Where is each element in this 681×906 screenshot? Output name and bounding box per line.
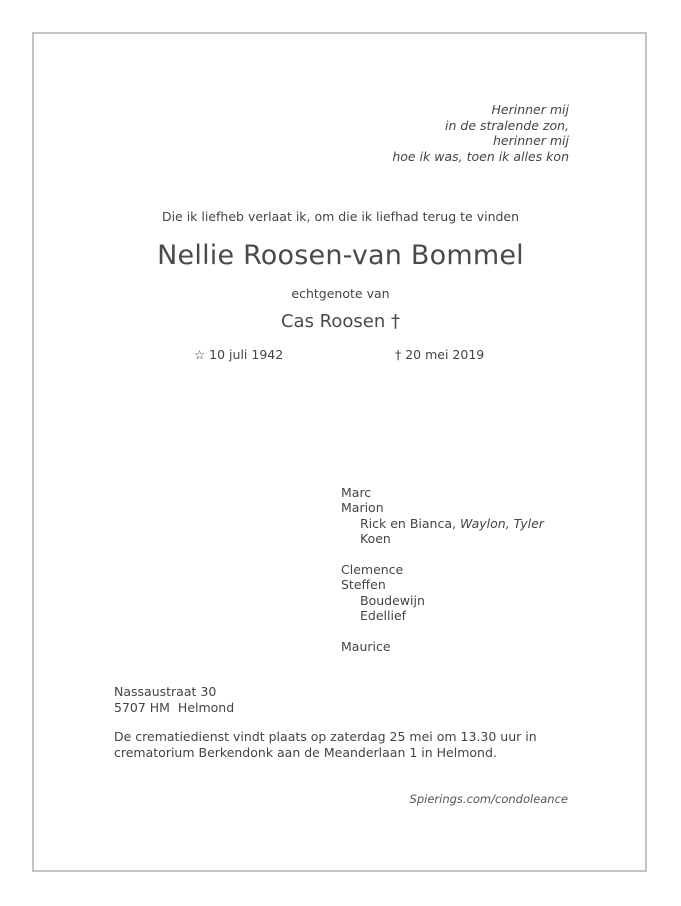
family-member-grandchildren: Waylon, Tyler — [459, 515, 544, 531]
family-member: Marc — [341, 485, 372, 500]
family-member-names: Rick en Bianca, — [360, 515, 456, 531]
family-member — [341, 516, 544, 531]
spouse-name: Cas Roosen † — [280, 311, 400, 332]
poem-line: Herinner mij — [491, 102, 569, 117]
poem-line: herinner mij — [493, 133, 569, 148]
poem-line: hoe ik was, toen ik alles kon — [392, 148, 569, 164]
birth-date: ☆ 10 juli 1942 — [194, 347, 284, 362]
death-date: † 20 mei 2019 — [395, 347, 485, 362]
family-member: Maurice — [341, 639, 391, 655]
family-list — [341, 485, 544, 654]
spacer — [341, 624, 544, 639]
spacer — [341, 547, 544, 562]
poem — [392, 102, 569, 164]
service-line: crematorium Berkendonk aan de Meanderlaan 1 in Helmond. — [114, 745, 497, 760]
address-street: Nassaustraat 30 — [114, 684, 217, 699]
service-info — [114, 729, 537, 761]
intro-text: Die ik liefheb verlaat ik, om die ik liefhad terug te vinden — [161, 209, 520, 224]
family-member: Koen — [360, 531, 391, 547]
family-member: Steffen — [341, 577, 386, 593]
family-member: Boudewijn — [360, 592, 425, 608]
condolence-link[interactable]: Spierings.com/condoleance — [409, 792, 568, 806]
family-member: Edellief — [360, 608, 407, 624]
address — [114, 684, 234, 715]
deceased-name: Nellie Roosen-van Bommel — [157, 240, 524, 271]
family-member: Clemence — [341, 562, 404, 578]
service-line: De crematiedienst vindt plaats op zaterdag 25 mei om 13.30 uur in — [114, 729, 537, 744]
poem-line: in de stralende zon, — [445, 117, 569, 133]
address-city: 5707 HM Helmond — [114, 699, 235, 715]
family-member: Marion — [341, 500, 384, 516]
spouse-label: echtgenote van — [291, 286, 390, 301]
